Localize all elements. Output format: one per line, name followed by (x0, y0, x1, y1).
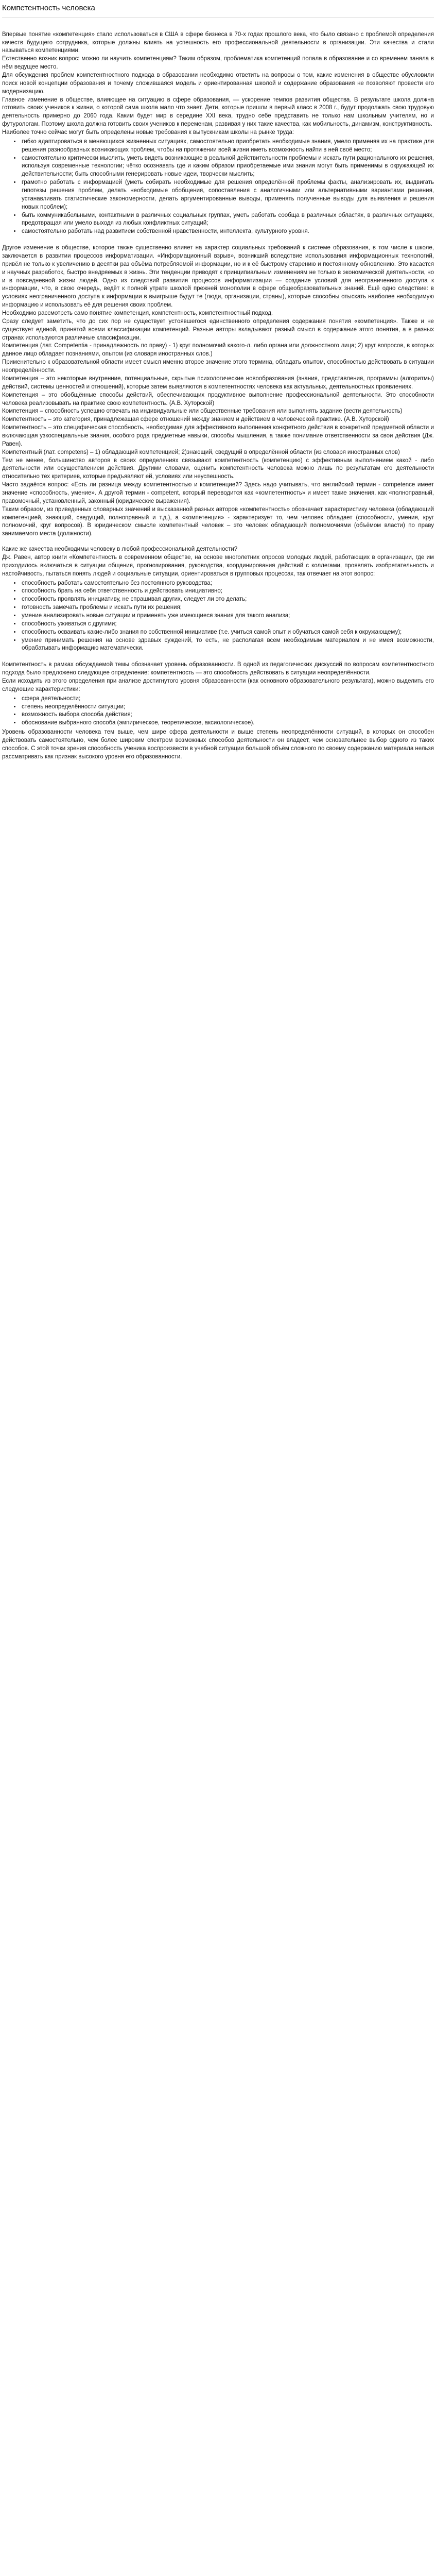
list-item: • обоснование выбранного способа (эмпирическое, теоретическое, аксиологическое). (21, 719, 434, 727)
list-item: • быть коммуникабельными, контактными в различных социальных группах, уметь работать сообща в различных областях, в различных ситуациях, предотвращая или умело выходя из любых конфликтных ситуаций; (21, 212, 434, 228)
article-body (2, 24, 434, 761)
paragraph: Впервые понятие «компетенция» стало использоваться в США в сфере бизнеса в 70-х годах прошлого века, что было связано с проблемой определения качеств будущего сотрудника, которые должны влиять на успешность его профессиональной деятельности в организации. Эти качества и стали называться компетенциями. (2, 31, 434, 54)
bullet-list (2, 695, 434, 727)
article-page (0, 0, 436, 782)
list-item: • способность осваивать какие-либо знания по собственной инициативе (т.е. учиться самой опыт и обучаться самой себя к окружающему); (21, 629, 434, 637)
paragraph: Другое изменение в обществе, которое также существенно влияет на характер социальных требований к системе образования, в том числе к школе, заключается в развитии процессов информатизации. «Информационный взрыв», возникший вследствие использования информационных технологий, привёл не только к увеличению в десятки раз объёма потребляемой информации, но и к её быстрому старению и постоянному обновлению. Это касается и научных разработок, быстро внедряемых в жизнь. Эти тенденции приводят к принципиальным изменениям не только в экономической деятельности, но и в повседневной жизни людей. Одно из следствий развития процессов информатизации — создание условий для неограниченного доступа к информации, что, в свою очередь, ведёт к полной утрате школой прежней монополии в сфере общеобразовательных знаний. Ещё одно следствие: в условиях неограниченного доступа к информации в выигрыше будут те (люди, организации, страны), которые способны отыскать наиболее необходимую информацию и использовать её для решения своих проблем. (2, 245, 434, 309)
section-spacer (2, 237, 434, 244)
paragraph: Часто задаётся вопрос: «Есть ли разница между компетентностью и компетенцией? Здесь надо учитывать, что английский термин - competence имеет значение «способность, умение». А другой термин - competent, который переводится как «компетентность» и имеет такие значения, как «полноправный, правомочный, установленный, законный (юридические выражения). (2, 482, 434, 504)
paragraph: Сразу следует заметить, что до сих пор не существует устоявшегося единственного определения содержания понятия «компетенция». Также и не существует единой, принятой всеми классификации компетенций. Разные авторы вкладывают разный смысл в содержание этого понятия, а в разных странах используются различные классификации. (2, 318, 434, 341)
paragraph: Компетенция – это обобщённые способы действий, обеспечивающих продуктивное выполнение профессиональной деятельности. Это способности человека реализовывать на практике свою компетентность. (А.В. Хуторской) (2, 392, 434, 406)
paragraph: Компетентный (лат. competens) – 1) обладающий компетенцией; 2)знающий, сведущий в определённой области (из словаря иностранных слов) (2, 449, 400, 455)
list-item: • умение принимать решения на основе здравых суждений, то есть, не располагая всем необходимым материалом и не имея возможности, обрабатывать информацию математически. (21, 637, 434, 653)
paragraph: Для обсуждения проблем компетентностного подхода в образовании необходимо ответить на вопросы о том, какие изменения в обществе обусловили поиск новой концепции образования и почему сложившаяся модель и ориентированная школой и содержание образования не позволяют провести его модернизацию. (2, 72, 434, 95)
paragraph: Компетенция (лат. Competentia - принадлежность по праву) - 1) круг полномочий какого-л. либо органа или должностного лица; 2) круг вопросов, в которых данное лицо обладает познаниями, опытом (из словаря иностранных слов.) (2, 343, 434, 358)
list-item: • способность уживаться с другими; (21, 620, 434, 629)
section-spacer (2, 538, 434, 546)
section-spacer (2, 24, 434, 31)
list-item: • умение анализировать новые ситуации и применять уже имеющиеся знания для такого анализа; (21, 612, 434, 620)
list-item: • готовность замечать проблемы и искать пути их решения; (21, 604, 434, 612)
paragraph: Уровень образованности человека тем выше, чем шире сфера деятельности и выше степень неопределённости ситуаций, в которых он способен действовать самостоятельно, чем более широким спектром возможных способов деятельности он владеет, чем основательнее выбор одного из таких способов. С этой точки зрения способность ученика воспроизвести в учебной ситуации большой объём сложного по своему содержанию материала нельзя рассматривать как признак высокого уровня его образованности. (2, 729, 434, 760)
paragraph: Какие же качества необходимы человеку в любой профессиональной деятельности? (2, 546, 238, 553)
paragraph: Применительно к образовательной области имеет смысл именно второе значение этого термина, обладать опытом, способностью действовать в ситуации неопределённости. (2, 359, 434, 374)
page-title: Компетентность человека (2, 3, 434, 18)
paragraph: Тем не менее, большинство авторов в своих определениях связывают компетентность (компетенцию) с эффективным выполнением какой - либо деятельности или осуществлением действия. Другими словами, оценить компетентность человека можно лишь по результатам его деятельности относительно тех критериев, которые предъявляют ей, условиях или неуспешность. (2, 457, 434, 480)
paragraph: Компетенция – это некоторые внутренние, потенциальные, скрытые психологические новообразования (знания, представления, программы (алгоритмы) действий, системы ценностей и отношений), которые затем выявляются в компетентностях человека как актуальных, деятельностных проявлениях. (2, 375, 434, 390)
paragraph: Компетентность – это специфическая способность, необходимая для эффективного выполнения конкретного действия в конкретной предметной области и включающая узкоспециальные знания, особого рода предметные навыки, способы мышления, а также понимание ответственности за свои действия (Дж. Равен). (2, 425, 434, 447)
paragraph: Необходимо рассмотреть само понятие компетенция, компетентность, компетентностный подход. (2, 310, 273, 317)
bullet-list (2, 580, 434, 653)
list-item: • самостоятельно работать над развитием собственной нравственности, интеллекта, культурного уровня. (21, 228, 434, 236)
paragraph: Если исходить из этого определения при анализе достигнутого уровня образованности (как основного образовательного результата), можно выделить его следующие характеристики: (2, 678, 434, 692)
paragraph: Естественно возник вопрос: можно ли научить компетенциям? Таким образом, проблематика компетенций попала в образование и со временем заняла в нём ведущее место. (2, 56, 434, 71)
bullet-list (2, 138, 434, 236)
list-item: • грамотно работать с информацией (уметь собирать необходимые для решения определённой проблемы факты, анализировать их, выдвигать гипотезы решения проблем, делать необходимые обобщения, сопоставления с аналогичными или альтернативными вариантами решения, устанавливать статистические закономерности, делать аргументированные выводы, применять полученные выводы для выявления и решения новых проблем); (21, 179, 434, 211)
list-item: • способность брать на себя ответственность и действовать инициативно; (21, 587, 434, 596)
paragraph: Компетенция – способность успешно отвечать на индивидуальные или общественные требования или выполнять задание (вести деятельность) (2, 408, 403, 415)
section-spacer (2, 654, 434, 661)
paragraph: Дж. Равен, автор книги «Компетентность в современном обществе, на основе многолетних опросов молодых людей, работающих в организации, где им приходилось включаться в ситуации общения, прогнозирования, руководства, координирования действий с коллегами, проявлять изобретательность и настойчивость, пытаться понять людей и социальные ситуации, ориентироваться в групповых процессах, так отвечает на этот вопрос: (2, 554, 434, 577)
list-item: • самостоятельно критически мыслить, уметь видеть возникающие в реальной действительности проблемы и искать пути рационального их решения, используя современные технологии; чётко осознавать где и каким образом приобретаемые ими знания могут быть применимы в окружающей их действительности; быть способными генерировать новые идеи, творчески мыслить; (21, 155, 434, 179)
list-item: • сфера деятельности; (21, 695, 434, 703)
list-item: • возможность выбора способа действия; (21, 711, 434, 719)
paragraph: Компетентность в рамках обсуждаемой темы обозначает уровень образованности. В одной из педагогических дискуссий по вопросам компетентностного подхода было предложено следующее определение: компетентность — это способность действовать в ситуации неопределённости. (2, 662, 434, 676)
list-item: • способность работать самостоятельно без постоянного руководства; (21, 580, 434, 588)
list-item: • способность проявлять инициативу, не спрашивая других, следует ли это делать; (21, 596, 434, 604)
list-item: • гибко адаптироваться в меняющихся жизненных ситуациях, самостоятельно приобретать необходимые знания, умело применяя их на практике для решения разнообразных возникающих проблем, чтобы на протяжении всей жизни иметь возможность найти в ней своё место; (21, 138, 434, 155)
paragraph: Компетентность – это категория, принадлежащая сфере отношений между знанием и действием в человеческой практике. (А.В. Хуторской) (2, 416, 389, 423)
paragraph: Таким образом, из приведенных словарных значений и высказанной разных авторов «компетентность» обозначает характеристику человека (обладающий компетенцией, знающий, сведущий, полноправный и т.д.), а «компетенция» - характеризует то, чем человек обладает (способности, умения, круг полномочий, круг вопросов). В юридическом смысле компетентный человек – это человек обладающий полномочиями (объёмом власти) по праву занимаемого места (должности). (2, 506, 434, 537)
list-item: • степень неопределённости ситуации; (21, 703, 434, 711)
paragraph: Главное изменение в обществе, влияющее на ситуацию в сфере образования, — ускорение темпов развития общества. В результате школа должна готовить своих учеников к жизни, о которой сама школа мало что знает. Дети, которые пришли в первый класс в 2008 г., будут продолжать свою трудовую деятельность примерно до 2060 года. Каким будет мир в середине XXI века, трудно себе представить не только нам школьным учителям, но и футурологам. Поэтому школа должна готовить своих учеников к переменам, развивая у них такие качества, как мобильность, динамизм, конструктивность. (2, 96, 434, 128)
paragraph: Наиболее точно сейчас могут быть определены новые требования к выпускникам школы на рынке труда: (2, 129, 294, 135)
